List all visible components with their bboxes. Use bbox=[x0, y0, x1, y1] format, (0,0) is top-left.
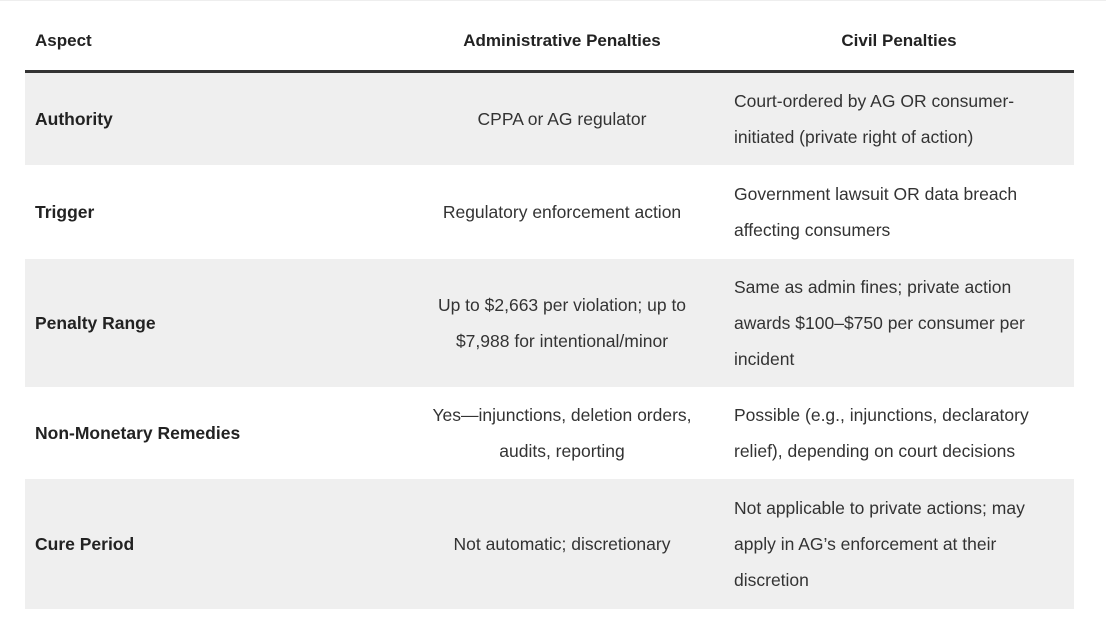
header-row bbox=[25, 12, 1074, 72]
cell-civil: Government lawsuit OR data breach affecting consumers bbox=[734, 184, 1018, 240]
cell-aspect: Non-Monetary Remedies bbox=[35, 423, 241, 443]
header-civil-penalties: Civil Penalties bbox=[724, 12, 1074, 72]
cell-administrative: Yes—injunctions, deletion orders, audits, reporting bbox=[432, 405, 692, 461]
cell-aspect: Authority bbox=[25, 72, 400, 166]
table-row-trigger bbox=[25, 165, 1074, 259]
cell-civil: Court-ordered by AG OR consumer-initiated (private right of action) bbox=[724, 72, 1074, 166]
cell-administrative: Up to $2,663 per violation; up to $7,988 for intentional/minor bbox=[400, 259, 724, 387]
penalties-comparison-table bbox=[25, 12, 1074, 609]
table-row-cure-period bbox=[25, 479, 1074, 609]
header-aspect: Aspect bbox=[25, 12, 400, 72]
cell-aspect: Trigger bbox=[35, 202, 95, 222]
table-row-authority bbox=[25, 72, 1074, 166]
cell-civil: Possible (e.g., injunctions, declaratory relief), depending on court decisions bbox=[734, 405, 1029, 461]
cell-administrative: Not automatic; discretionary bbox=[400, 479, 724, 609]
cell-civil: Same as admin fines; private action awards $100–$750 per consumer per incident bbox=[724, 259, 1074, 387]
table-row-non-monetary-remedies bbox=[25, 387, 1074, 479]
table-body bbox=[25, 72, 1074, 610]
cell-aspect: Penalty Range bbox=[25, 259, 400, 387]
cell-administrative: Regulatory enforcement action bbox=[442, 202, 682, 222]
table-row-penalty-range bbox=[25, 259, 1074, 387]
cell-administrative: CPPA or AG regulator bbox=[400, 72, 724, 166]
cell-aspect: Cure Period bbox=[25, 479, 400, 609]
cell-civil: Not applicable to private actions; may apply in AG’s enforcement at their discretion bbox=[724, 479, 1074, 609]
table-header bbox=[25, 12, 1074, 72]
header-administrative-penalties: Administrative Penalties bbox=[400, 12, 724, 72]
